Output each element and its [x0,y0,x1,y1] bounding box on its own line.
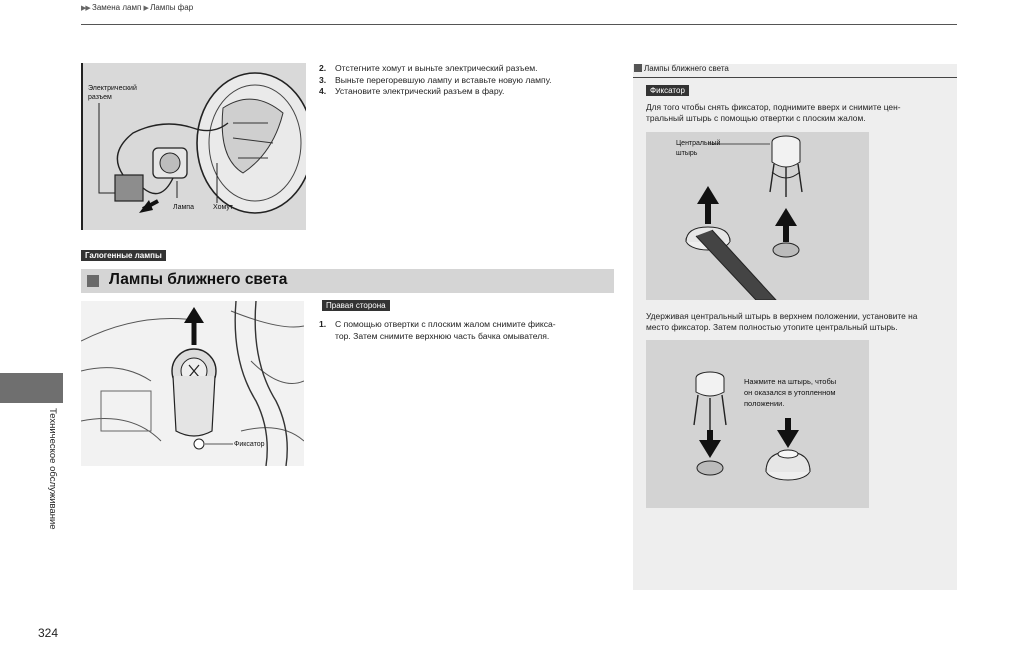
retainer-tag: Фиксатор [646,85,689,96]
remove-retainer-text [646,102,956,125]
chapter-side-tab[interactable] [0,373,63,403]
chapter-side-label: Техническое обслуживание [47,408,58,530]
install-retainer-figure [646,340,869,508]
step-item [319,75,619,87]
install-retainer-illustration [646,340,869,508]
section-title: Лампы ближнего света [109,271,288,288]
headlight-bulb-figure [81,63,306,230]
step-text: Установите электрический разъем в фару. [335,86,505,96]
breadcrumb-arrow-icon: ▶▶ [81,5,90,12]
install-retainer-text [646,311,961,334]
remove-retainer-figure [646,132,869,300]
page-number: 324 [38,626,59,640]
step-number: 2. [319,63,327,73]
side-note-heading-text: Лампы ближнего света [644,64,729,73]
steps-list-top [319,63,619,98]
right-side-tag: Правая сторона [322,300,390,311]
section-header [81,269,614,293]
halogen-lamps-tag: Галогенные лампы [81,250,166,261]
push-pin-note-line-1: Нажмите на штырь, чтобы [744,377,837,386]
step-item [319,63,619,75]
step-text-line-2: тор. Затем снимите верхнюю часть бачка омывателя. [335,330,550,341]
push-pin-note-line-2: он оказался в утопленном [744,388,836,397]
note-box-icon [634,64,642,72]
engine-bay-illustration [81,301,304,466]
remove-retainer-line-2: тральный штырь с помощью отвертки с плоским жалом. [646,113,866,124]
step-text-line-1: С помощью отвертки с плоским жалом снимите фикса- [335,319,556,329]
step-1 [319,319,619,342]
step-number: 4. [319,86,327,96]
install-retainer-line-1: Удерживая центральный штырь в верхнем положении, установите на [646,311,918,321]
side-note-panel [633,64,957,590]
side-note-heading [633,64,957,78]
engine-bay-figure [81,301,304,466]
retainer-label: Фиксатор [234,441,265,448]
breadcrumb-item-lamp-replacement[interactable]: Замена ламп [92,3,142,12]
remove-retainer-line-1: Для того чтобы снять фиксатор, поднимите вверх и снимите цен- [646,102,901,112]
step-item [319,86,619,98]
install-retainer-line-2: место фиксатор. Затем полностью утопите центральный штырь. [646,322,898,333]
section-square-icon [87,275,99,287]
step-number: 3. [319,74,327,85]
lamp-label: Лампа [173,204,194,211]
step-text: Выньте перегоревшую лампу и вставьте новую лампу. [335,74,552,85]
clamp-label: Хомут [213,204,234,211]
breadcrumb [81,3,193,12]
push-pin-note-line-3: положении. [744,399,785,408]
breadcrumb-arrow-icon: ▶ [143,5,148,12]
connector-label: Электрический разъем [88,85,137,101]
center-pin-label: Центральный штырь [676,140,721,157]
push-pin-note [744,376,836,409]
step-text: Отстегните хомут и выньте электрический разъем. [335,63,538,73]
step-number: 1. [319,319,327,329]
header-divider [81,24,957,25]
breadcrumb-item-headlights[interactable]: Лампы фар [150,3,194,12]
